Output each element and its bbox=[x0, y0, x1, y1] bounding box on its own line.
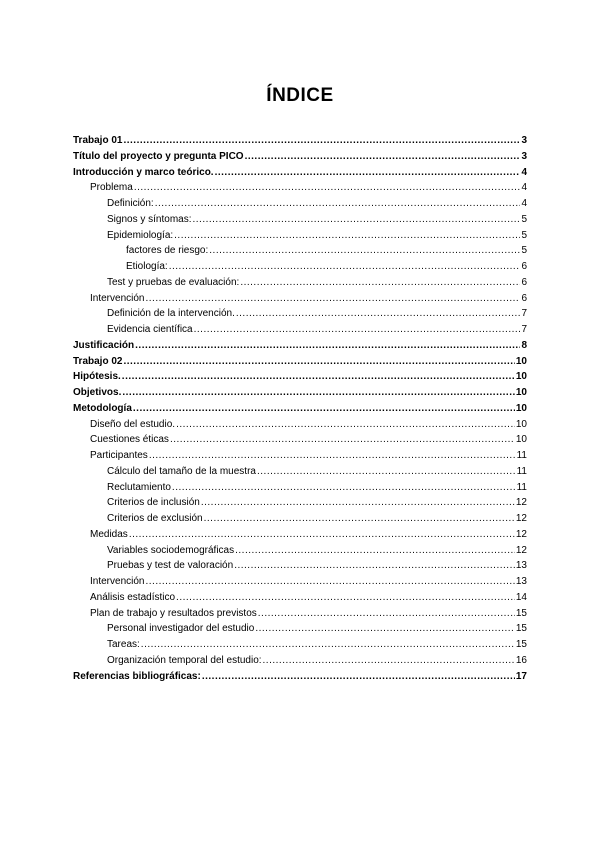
toc-entry[interactable] bbox=[73, 182, 527, 198]
toc-entry-label: Reclutamiento bbox=[107, 481, 171, 493]
toc-page-number: 7 bbox=[521, 308, 527, 320]
toc-entry[interactable] bbox=[73, 497, 527, 513]
dot-leader bbox=[236, 308, 521, 319]
toc-page-number: 5 bbox=[521, 213, 527, 225]
dot-leader bbox=[194, 324, 521, 335]
dot-leader bbox=[174, 230, 520, 241]
toc-page-number: 7 bbox=[521, 324, 527, 335]
toc-page-number: 6 bbox=[521, 276, 527, 288]
dot-leader bbox=[169, 261, 521, 272]
toc-page-number: 5 bbox=[521, 245, 527, 257]
toc-entry-label: Personal investigador del estudio bbox=[107, 623, 255, 635]
toc-entry-label: Cálculo del tamaño de la muestra bbox=[107, 465, 256, 477]
toc-page-number: 11 bbox=[516, 450, 527, 461]
toc-entry-label: Intervención bbox=[90, 576, 145, 587]
toc-page-number: 4 bbox=[521, 166, 527, 178]
toc-entry[interactable] bbox=[73, 387, 527, 403]
toc-entry[interactable] bbox=[73, 340, 527, 356]
toc-entry-label: Test y pruebas de evaluación: bbox=[107, 276, 240, 288]
toc-page-number: 13 bbox=[515, 560, 527, 572]
toc-entry-label: Criterios de inclusión bbox=[107, 497, 200, 509]
dot-leader bbox=[149, 450, 516, 461]
toc-entry[interactable] bbox=[73, 245, 527, 261]
toc-page-number: 10 bbox=[515, 355, 527, 367]
toc-entry-label: Intervención bbox=[90, 292, 145, 304]
table-of-contents bbox=[73, 135, 527, 686]
dot-leader bbox=[209, 245, 520, 256]
dot-leader bbox=[201, 497, 515, 508]
toc-page-number: 6 bbox=[521, 292, 527, 304]
toc-entry[interactable] bbox=[73, 434, 527, 450]
toc-entry-label: Referencias bibliográficas: bbox=[73, 670, 201, 682]
toc-entry[interactable] bbox=[73, 623, 527, 639]
dot-leader bbox=[134, 182, 521, 193]
dot-leader bbox=[155, 198, 521, 209]
toc-page-number: 10 bbox=[515, 402, 527, 414]
dot-leader bbox=[123, 356, 514, 367]
dot-leader bbox=[215, 167, 521, 178]
toc-entry[interactable] bbox=[73, 214, 527, 230]
toc-page-number: 12 bbox=[515, 497, 527, 509]
toc-page-number: 12 bbox=[515, 544, 527, 556]
toc-entry[interactable] bbox=[73, 560, 527, 576]
toc-page-number: 3 bbox=[521, 135, 527, 146]
toc-entry-label: Evidencia científica bbox=[107, 324, 193, 335]
toc-page-number: 8 bbox=[521, 339, 527, 351]
toc-entry[interactable] bbox=[73, 450, 527, 466]
toc-page-number: 13 bbox=[515, 576, 527, 587]
toc-entry[interactable] bbox=[73, 513, 527, 529]
toc-entry[interactable] bbox=[73, 371, 527, 387]
dot-leader bbox=[135, 340, 520, 351]
dot-leader bbox=[133, 403, 515, 414]
toc-entry-label: Diseño del estudio. bbox=[90, 418, 176, 430]
toc-entry-label: Definición de la intervención. bbox=[107, 308, 235, 320]
toc-entry-label: Tareas: bbox=[107, 639, 140, 650]
toc-entry-label: Introducción y marco teórico. bbox=[73, 166, 214, 178]
toc-entry-label: Plan de trabajo y resultados previstos bbox=[90, 607, 257, 619]
toc-entry[interactable] bbox=[73, 293, 527, 309]
toc-entry[interactable] bbox=[73, 308, 527, 324]
toc-entry[interactable] bbox=[73, 151, 527, 167]
dot-leader bbox=[204, 513, 515, 524]
toc-page-number: 11 bbox=[516, 481, 527, 493]
dot-leader bbox=[255, 623, 515, 634]
toc-entry-label: Participantes bbox=[90, 450, 148, 461]
toc-entry-label: Trabajo 02 bbox=[73, 355, 123, 367]
toc-page-number: 12 bbox=[515, 528, 527, 540]
toc-entry-label: Medidas bbox=[90, 528, 128, 540]
toc-page-number: 4 bbox=[521, 182, 527, 194]
toc-entry[interactable] bbox=[73, 324, 527, 340]
toc-page-number: 10 bbox=[515, 371, 527, 383]
dot-leader bbox=[122, 371, 515, 382]
toc-entry-label: Análisis estadístico bbox=[90, 591, 176, 603]
toc-entry[interactable] bbox=[73, 403, 527, 419]
toc-entry[interactable] bbox=[73, 277, 527, 293]
toc-entry[interactable] bbox=[73, 230, 527, 246]
toc-entry-label: Etiología: bbox=[126, 261, 168, 272]
toc-page-number: 10 bbox=[515, 387, 527, 398]
toc-page-number: 14 bbox=[515, 591, 527, 603]
toc-entry[interactable] bbox=[73, 545, 527, 561]
toc-page-number: 4 bbox=[521, 198, 527, 209]
toc-page-number: 6 bbox=[521, 261, 527, 272]
dot-leader bbox=[129, 529, 515, 540]
dot-leader bbox=[123, 135, 520, 146]
toc-entry-label: Justificación bbox=[73, 339, 135, 351]
toc-page-number: 10 bbox=[515, 418, 527, 430]
toc-entry-label: Objetivos. bbox=[73, 387, 122, 398]
dot-leader bbox=[240, 277, 520, 288]
toc-entry[interactable] bbox=[73, 198, 527, 214]
dot-leader bbox=[258, 608, 515, 619]
toc-entry-label: Problema bbox=[90, 182, 133, 194]
dot-leader bbox=[170, 434, 515, 445]
toc-entry[interactable] bbox=[73, 261, 527, 277]
toc-entry-label: Variables sociodemográficas bbox=[107, 544, 235, 556]
toc-entry-label: Hipótesis. bbox=[73, 371, 121, 383]
toc-page-number: 15 bbox=[515, 607, 527, 619]
toc-entry-label: Trabajo 01 bbox=[73, 135, 123, 146]
toc-entry[interactable] bbox=[73, 529, 527, 545]
dot-leader bbox=[145, 576, 514, 587]
toc-page-number: 5 bbox=[521, 229, 527, 241]
toc-entry[interactable] bbox=[73, 482, 527, 498]
toc-entry[interactable] bbox=[73, 466, 527, 482]
toc-entry-label: Pruebas y test de valoración bbox=[107, 560, 234, 572]
dot-leader bbox=[235, 545, 515, 556]
page-title: ÍNDICE bbox=[266, 84, 334, 106]
dot-leader bbox=[176, 419, 515, 430]
toc-entry-label: Metodología bbox=[73, 402, 132, 414]
toc-entry-label: factores de riesgo: bbox=[126, 245, 209, 257]
toc-page-number: 15 bbox=[515, 623, 527, 635]
toc-entry[interactable] bbox=[73, 671, 527, 687]
toc-entry[interactable] bbox=[73, 576, 527, 592]
toc-page-number: 15 bbox=[515, 639, 527, 650]
toc-page-number: 3 bbox=[521, 150, 527, 162]
toc-entry-label: Epidemiología: bbox=[107, 229, 174, 241]
toc-page-number: 10 bbox=[515, 434, 527, 446]
dot-leader bbox=[202, 671, 515, 682]
toc-entry[interactable] bbox=[73, 655, 527, 671]
toc-entry[interactable] bbox=[73, 592, 527, 608]
dot-leader bbox=[263, 655, 515, 666]
toc-entry-label: Organización temporal del estudio: bbox=[107, 654, 262, 666]
dot-leader bbox=[145, 293, 520, 304]
toc-entry[interactable] bbox=[73, 167, 527, 183]
toc-entry[interactable] bbox=[73, 356, 527, 372]
toc-entry[interactable] bbox=[73, 639, 527, 655]
dot-leader bbox=[234, 560, 515, 571]
dot-leader bbox=[141, 639, 515, 650]
toc-entry-label: Criterios de exclusión bbox=[107, 513, 203, 524]
toc-entry-label: Signos y síntomas: bbox=[107, 213, 192, 225]
toc-entry[interactable] bbox=[73, 419, 527, 435]
dot-leader bbox=[192, 214, 520, 225]
toc-entry-label: Definición: bbox=[107, 198, 154, 209]
dot-leader bbox=[176, 592, 515, 603]
toc-entry-label: Cuestiones éticas bbox=[90, 434, 169, 446]
toc-page-number: 17 bbox=[515, 670, 527, 682]
dot-leader bbox=[245, 151, 521, 162]
toc-entry-label: Título del proyecto y pregunta PICO bbox=[73, 150, 244, 162]
dot-leader bbox=[122, 387, 515, 398]
toc-entry[interactable] bbox=[73, 135, 527, 151]
toc-entry[interactable] bbox=[73, 608, 527, 624]
toc-page-number: 11 bbox=[516, 465, 527, 477]
dot-leader bbox=[257, 466, 516, 477]
dot-leader bbox=[172, 482, 516, 493]
toc-page-number: 12 bbox=[515, 513, 527, 524]
toc-page-number: 16 bbox=[515, 654, 527, 666]
